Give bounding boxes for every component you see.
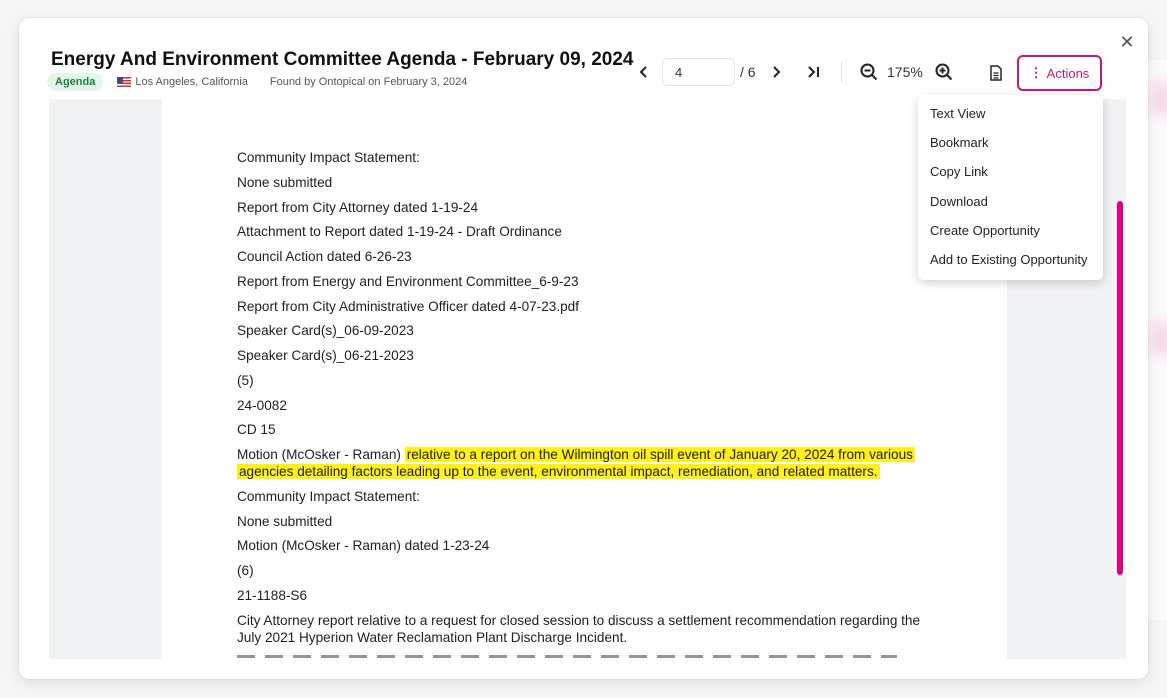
cut-off-text-line xyxy=(237,655,897,658)
last-page-icon xyxy=(806,65,822,79)
menu-item-text-view[interactable]: Text View xyxy=(930,106,986,121)
actions-label: Actions xyxy=(1046,65,1090,81)
zoom-level: 175% xyxy=(887,64,923,80)
us-flag-icon xyxy=(117,77,131,87)
doc-line: Community Impact Statement: xyxy=(237,489,420,504)
toolbar-divider xyxy=(841,61,842,83)
doc-line: (5) xyxy=(237,373,254,388)
doc-line: 21-1188-S6 xyxy=(237,588,308,603)
close-button[interactable] xyxy=(1116,31,1138,53)
background-highlight xyxy=(1152,322,1167,356)
document-type-badge: Agenda xyxy=(47,73,103,91)
document-location: Los Angeles, California xyxy=(135,76,248,88)
doc-line: 24-0082 xyxy=(237,398,287,413)
document-viewer-modal xyxy=(19,18,1148,679)
doc-line: (6) xyxy=(237,563,254,578)
menu-item-bookmark[interactable]: Bookmark xyxy=(930,135,989,151)
zoom-in-button[interactable] xyxy=(934,62,954,82)
document-title: Energy And Environment Committee Agenda - February 09, 2024 xyxy=(51,49,634,70)
doc-line: Report from Energy and Environment Committee_6-9-23 xyxy=(237,274,579,289)
page-total: / 6 xyxy=(740,64,756,80)
next-page-button[interactable] xyxy=(767,63,785,81)
highlighted-text: agencies detailing factors leading up to the event, environmental impact, remediation, and related matters. xyxy=(239,464,878,479)
previous-page-button[interactable] xyxy=(635,63,653,81)
found-by-text: Found by Ontopical on February 3, 2024 xyxy=(269,76,468,88)
viewer-scrollbar[interactable] xyxy=(1117,201,1123,575)
doc-line: Community Impact Statement: xyxy=(237,150,420,165)
motion-line xyxy=(237,463,880,480)
background-highlight xyxy=(1152,82,1167,116)
doc-line: Speaker Card(s)_06-09-2023 xyxy=(237,323,414,338)
actions-button[interactable] xyxy=(1017,55,1102,91)
menu-item-download[interactable]: Download xyxy=(930,193,988,209)
menu-item-create-opportunity[interactable]: Create Opportunity xyxy=(930,222,1040,238)
zoom-in-icon xyxy=(935,63,953,81)
page-number-input[interactable] xyxy=(662,58,735,86)
doc-line: Council Action dated 6-26-23 xyxy=(237,249,412,264)
vertical-dots-icon: ⋮ xyxy=(1029,65,1043,80)
document-meta xyxy=(47,73,467,91)
actions-dropdown-menu xyxy=(918,95,1103,280)
motion-prefix: Motion (McOsker - Raman) xyxy=(237,447,401,462)
menu-item-add-to-existing-opportunity[interactable]: Add to Existing Opportunity xyxy=(930,251,1088,267)
last-page-button[interactable] xyxy=(805,63,823,81)
doc-line: None submitted xyxy=(237,514,333,529)
doc-line: Report from City Administrative Officer dated 4-07-23.pdf xyxy=(237,299,580,314)
doc-line: City Attorney report relative to a request for closed session to discuss a settlement recommendation regarding the xyxy=(237,613,921,628)
motion-line xyxy=(237,446,915,463)
doc-line: Motion (McOsker - Raman) dated 1-23-24 xyxy=(237,538,490,553)
doc-line: None submitted xyxy=(237,175,333,190)
zoom-out-icon xyxy=(860,63,878,81)
chevron-left-icon xyxy=(638,65,650,79)
doc-line: Attachment to Report dated 1-19-24 - Draft Ordinance xyxy=(237,224,562,239)
highlighted-text: relative to a report on the Wilmington oil spill event of January 20, 2024 from various xyxy=(406,447,913,462)
doc-line: CD 15 xyxy=(237,422,276,437)
doc-line: July 2021 Hyperion Water Reclamation Plant Discharge Incident. xyxy=(237,630,628,645)
doc-line: Speaker Card(s)_06-21-2023 xyxy=(237,348,414,363)
text-view-button[interactable] xyxy=(989,64,1003,82)
doc-line: Report from City Attorney dated 1-19-24 xyxy=(237,200,479,215)
document-icon xyxy=(989,65,1003,81)
pdf-page xyxy=(162,99,1007,659)
close-icon: ✕ xyxy=(1119,31,1135,52)
zoom-out-button[interactable] xyxy=(859,62,879,82)
menu-item-copy-link[interactable]: Copy Link xyxy=(930,164,988,180)
chevron-right-icon xyxy=(770,65,782,79)
